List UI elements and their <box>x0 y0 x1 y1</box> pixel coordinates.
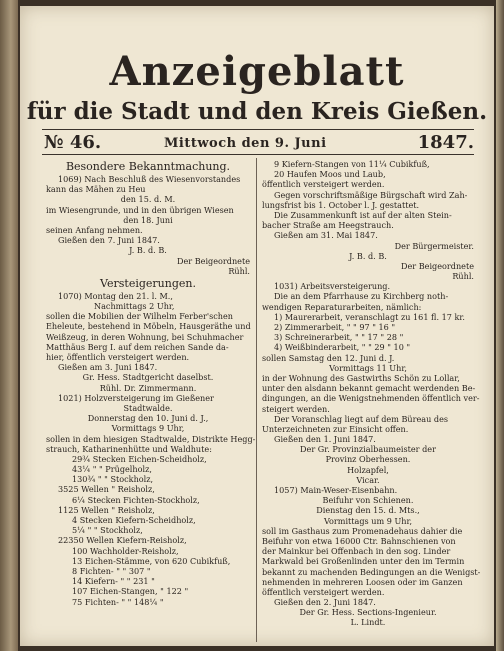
text-line: Vormittags um 9 Uhr, <box>323 515 413 526</box>
text-line: sollen in dem hiesigen Stadtwalde, Distrikte Hegg- <box>46 433 256 444</box>
text-line: kann das Mähen zu Heu <box>46 184 146 195</box>
text-line: soll im Gasthaus zum Promenadehaus dahier die <box>262 525 463 536</box>
text-line: 1) Maurerarbeit, veranschlagt zu 161 fl. 17 kr. <box>274 311 465 322</box>
text-line: 3) Schreinerarbeit, " " 17 " 28 " <box>274 332 404 343</box>
text-line: 8 Fichten- " " 307 " <box>72 565 151 576</box>
text-line: Der Voranschlag liegt auf dem Büreau des <box>274 413 449 424</box>
text-line: Markwald bei Großenlinden unter den im Termin <box>262 556 465 567</box>
text-line: Die Zusammenkunft ist auf der alten Stein- <box>274 209 452 220</box>
text-line: Gießen den 2. Juni 1847. <box>274 597 376 608</box>
text-line: sollen die Mobilien der Wilhelm Ferber'schen <box>46 311 233 322</box>
text-line: 4) Weißbinderarbeit, " " 29 " 10 " <box>274 342 411 353</box>
issue-year: 1847. <box>417 132 474 153</box>
page-edge-right <box>496 0 504 651</box>
issue-number: № 46. <box>44 132 102 153</box>
text-line: den 15. d. M. <box>120 194 176 205</box>
text-line: Eheleute, bestehend in Möbeln, Hausgeräthe und <box>46 321 251 332</box>
text-line: der Mainkur bei Offenbach in den sog. Linder <box>262 546 451 557</box>
text-line: Provinz Oberhessen. <box>325 454 411 465</box>
text-line: Nachmittags 2 Uhr, <box>94 301 175 312</box>
text-line: Rühl. <box>228 265 250 276</box>
text-line: öffentlich versteigert werden. <box>262 179 385 190</box>
text-line: 5¼ " " Stockholz, <box>72 525 143 536</box>
text-line: 100 Wachholder-Reisholz, <box>72 545 179 556</box>
text-line: 107 Eichen-Stangen, " 122 " <box>72 586 189 597</box>
text-line: 3525 Wellen " Reisholz, <box>58 484 155 495</box>
text-line: Donnerstag den 10. Juni d. J., <box>87 413 209 424</box>
facing-page-edge <box>0 0 18 651</box>
text-line: 130¾ " " Stockholz, <box>72 474 154 485</box>
text-line: J. B. d. B. <box>129 245 167 256</box>
text-line: Weißzeug, in deren Wohnung, bei Schuhmacher <box>46 331 244 342</box>
masthead-title: Anzeigeblatt <box>109 48 405 95</box>
text-line: Gießen am 3. Juni 1847. <box>58 362 158 373</box>
text-line: 1069) Nach Beschluß des Wiesenvorstandes <box>58 174 241 184</box>
text-line: Gegen vorschriftsmäßige Bürgschaft wird Zah- <box>274 189 468 200</box>
text-line: nehmenden in mehreren Loosen oder im Ganzen <box>262 576 463 587</box>
text-line: bacher Straße am Heegstrauch. <box>262 220 394 231</box>
text-line: steigert werden. <box>262 403 330 414</box>
text-line: 43¼ " " Prügelholz, <box>72 464 152 475</box>
text-line: Vicar. <box>356 474 380 485</box>
text-line: in der Wohnung des Gastwirths Schön zu Lollar, <box>262 372 460 383</box>
text-line: Rühl. Dr. Zimmermann. <box>99 382 197 393</box>
text-line: Gießen am 31. Mai 1847. <box>274 230 378 241</box>
text-line: hier, öffentlich versteigert werden. <box>46 352 190 362</box>
section-heading: Besondere Bekanntmachung. <box>65 160 231 173</box>
text-line: wendigen Reparaturarbeiten, nämlich: <box>262 301 422 312</box>
text-line: 1125 Wellen " Reisholz, <box>58 504 155 515</box>
text-line: Vormittags 11 Uhr, <box>329 362 407 373</box>
text-line: 1031) Arbeitsversteigerung. <box>274 281 391 292</box>
text-line: Holzapfel, <box>347 464 389 475</box>
masthead-dateline <box>44 132 474 154</box>
text-line: Gießen den 1. Juni 1847. <box>274 434 376 445</box>
text-line: Der Gr. Provinzialbaumeister der <box>300 444 436 455</box>
text-line: Gr. Hess. Stadtgericht daselbst. <box>82 372 214 383</box>
text-line: den 18. Juni <box>123 214 173 225</box>
right-column <box>262 159 481 628</box>
text-line: dingungen, an die Wenigstnehmenden öffentlich ver- <box>262 393 480 404</box>
newspaper-page <box>20 6 494 646</box>
text-line: 29¾ Stecken Eichen-Scheidholz, <box>72 453 207 464</box>
text-line: öffentlich versteigert werden. <box>262 586 385 597</box>
text-line: L. Lindt. <box>350 617 386 628</box>
column-divider <box>256 158 257 642</box>
text-line: 2) Zimmerarbeit, " " 97 " 16 " <box>274 322 396 332</box>
text-line: sollen Samstag den 12. Juni d. J. <box>262 352 395 363</box>
text-line: 75 Fichten- " " 148¼ " <box>72 596 164 607</box>
text-line: 1070) Montag den 21. l. M., <box>58 290 173 301</box>
masthead-subtitle: für die Stadt und den Kreis Gießen. <box>26 98 488 125</box>
text-line: 9 Kiefern-Stangen von 11¼ Cubikfuß, <box>274 159 430 169</box>
text-line: bekannt zu machenden Bedingungen an die Wenigst- <box>262 566 481 577</box>
text-line: 1057) Main-Weser-Eisenbahn. <box>274 485 398 495</box>
text-line: 14 Kiefern- " " 231 " <box>72 576 155 587</box>
section-heading: Versteigerungen. <box>100 276 196 290</box>
text-line: Rühl. <box>452 271 474 282</box>
text-line: lungsfrist bis 1. October l. J. gestattet. <box>262 199 420 210</box>
text-line: Matthäus Berg I. auf dem reichen Sande da- <box>46 341 229 352</box>
text-line: Stadtwalde. <box>123 402 173 413</box>
masthead-rule-top <box>42 129 474 130</box>
text-line: 1021) Holzversteigerung im Gießener <box>58 392 214 403</box>
text-line: Vormittags 9 Uhr, <box>111 423 185 434</box>
text-line: Gießen den 7. Juni 1847. <box>58 235 160 246</box>
text-line: 6¼ Stecken Fichten-Stockholz, <box>72 494 200 505</box>
left-column <box>46 159 256 607</box>
text-line: unter den alsdann bekannt gemacht werdenden Be- <box>262 383 476 394</box>
text-line: 4 Stecken Kiefern-Scheidholz, <box>72 515 196 525</box>
text-line: Beifuhr von Schienen. <box>322 495 414 506</box>
text-line: Beifuhr von etwa 16000 Ctr. Bahnschienen von <box>262 535 456 546</box>
text-line: Unterzeichneten zur Einsicht offen. <box>262 423 409 434</box>
text-line: Der Beigeordnete <box>401 260 474 271</box>
text-line: Dienstag den 15. d. Mts., <box>316 505 420 516</box>
text-line: im Wiesengrunde, und in den übrigen Wiesen <box>46 204 234 215</box>
text-line: Der Gr. Hess. Sections-Ingenieur. <box>299 607 437 618</box>
text-line: seinen Anfang nehmen. <box>46 224 143 235</box>
text-line: 20 Haufen Moos und Laub, <box>274 169 386 180</box>
issue-date: Mittwoch den 9. Juni <box>164 136 327 151</box>
text-line: Die an dem Pfarrhause zu Kirchberg noth- <box>274 291 449 302</box>
text-line: Der Bürgermeister. <box>394 240 474 251</box>
masthead-rule-bottom <box>42 154 474 155</box>
text-line: strauch, Katharinenhütte und Waldhute: <box>46 443 212 454</box>
text-line: J. B. d. B. <box>349 250 387 261</box>
text-line: 13 Eichen-Stämme, von 620 Cubikfuß, <box>72 555 231 566</box>
text-line: Der Beigeordnete <box>177 255 250 266</box>
text-line: 22350 Wellen Kiefern-Reisholz, <box>58 535 187 546</box>
